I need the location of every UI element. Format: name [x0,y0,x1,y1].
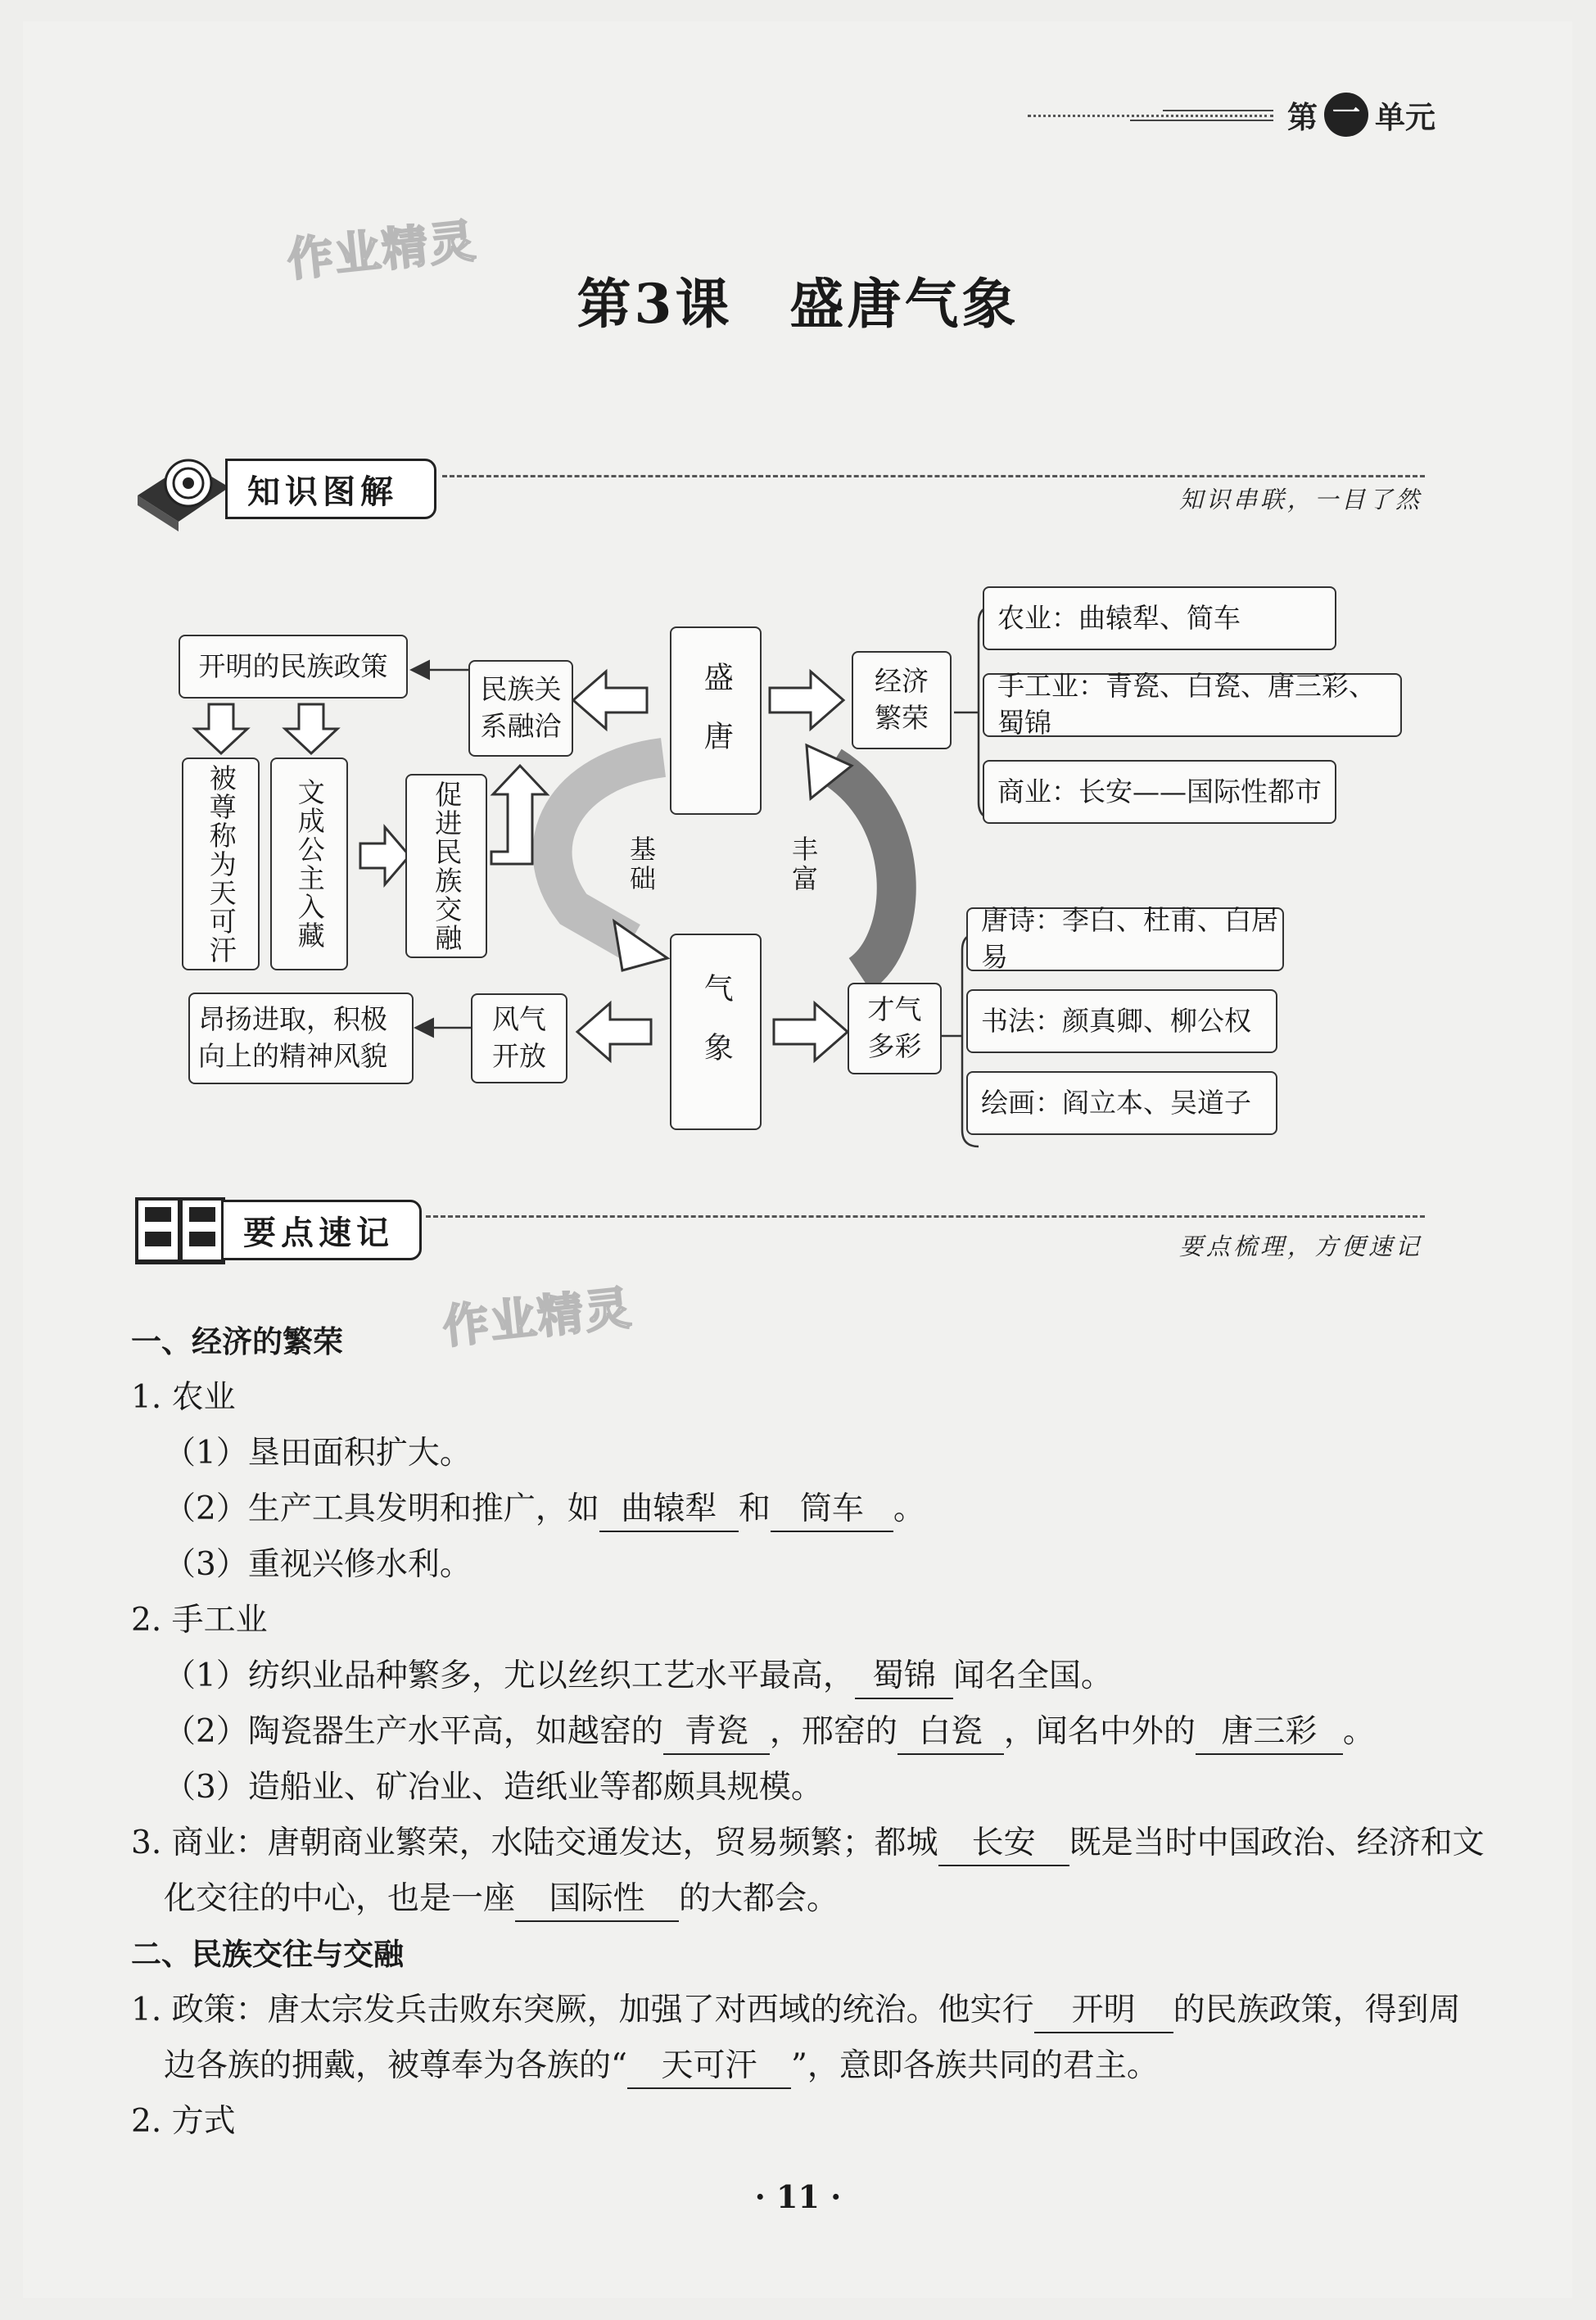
box-ethnic-policy: 开明的民族政策 [179,635,408,699]
text: 3. 商业：唐朝商业繁荣，水陆交通发达，贸易频繁；都城 [131,1825,938,1861]
answer-blank: 青瓷 [663,1711,770,1755]
text: 化交往的中心，也是一座 [164,1880,516,1917]
center-box-qixiang: 气象 [670,934,762,1130]
box-calligraphy: 书法：颜真卿、柳公权 [966,989,1277,1053]
answer-blank: 白瓷 [897,1711,1004,1755]
text: ，闻名中外的 [1003,1713,1196,1750]
text: 1. 政策：唐太宗发兵击败东突厥，加强了对西域的统治。他实行 [131,1992,1034,2028]
text: （1）纺织业品种繁多，尤以丝织工艺水平最高， [164,1657,855,1694]
section-divider [426,1215,1425,1218]
box-spirit: 昂扬进取，积极向上的精神风貌 [188,993,414,1084]
unit-suffix: 单元 [1375,100,1435,135]
page-number: · 11 · [754,2178,842,2215]
text: （2）陶瓷器生产水平高，如越窑的 [164,1713,663,1750]
answer-blank: 天可汗 [627,2045,791,2089]
box-handicraft: 手工业：青瓷、白瓷、唐三彩、蜀锦 [983,673,1402,737]
box-economy: 经济繁荣 [852,651,952,749]
answer-blank: 蜀锦 [855,1655,953,1699]
cycle-label-enrich: 丰富 [788,835,819,894]
open-book-icon [133,1194,228,1268]
heading-ethnic: 二、民族交往与交融 [131,1937,404,1972]
item-ceramics [164,1704,1375,1760]
text: 闻名全国。 [952,1657,1113,1694]
lesson-title: 第3课 盛唐气象 [576,272,1020,336]
answer-blank: 曲辕犁 [599,1488,739,1532]
box-commerce: 商业：长安——国际性都市 [983,760,1336,824]
item-farmland: （1）垦田面积扩大。 [164,1435,472,1472]
unit-number-badge: 一 [1324,93,1368,137]
box-painting: 绘画：阎立本、吴道子 [966,1071,1277,1135]
item-policy-cont [164,2038,1159,2094]
text: 的大都会。 [679,1880,839,1917]
item-handicraft: 2. 手工业 [131,1602,268,1639]
item-irrigation: （3）重视兴修水利。 [164,1546,472,1583]
box-wencheng: 文成公主入藏 [270,758,348,970]
heading-economy: 一、经济的繁荣 [131,1324,343,1359]
section-badge-diagram: 知识图解 [225,459,436,519]
answer-blank: 开明 [1034,1989,1173,2033]
cycle-label-basis: 基础 [626,835,657,894]
text: 。 [893,1490,925,1527]
box-tiankehan: 被尊称为天可汗 [182,758,260,970]
box-talent: 才气多彩 [848,983,942,1074]
center-box-shengtang: 盛唐 [670,626,762,815]
answer-blank: 长安 [938,1822,1069,1866]
item-agriculture: 1. 农业 [131,1379,236,1416]
answer-blank: 筒车 [771,1488,893,1532]
watermark: 作业精灵 [284,215,480,287]
box-agriculture: 农业：曲辕犁、简车 [983,586,1336,650]
box-relations: 民族关系融洽 [468,660,573,757]
box-promote-fusion: 促进民族交融 [405,774,487,958]
watermark: 作业精灵 [440,1282,635,1354]
box-openness: 风气开放 [471,993,567,1083]
answer-blank: 唐三彩 [1196,1711,1343,1755]
text: 。 [1342,1713,1375,1750]
item-methods: 2. 方式 [131,2103,236,2140]
item-tools [164,1481,925,1537]
text: （2）生产工具发明和推广，如 [164,1490,599,1527]
item-industries: （3）造船业、矿冶业、造纸业等都颇具规模。 [164,1769,823,1806]
unit-prefix: 第 [1287,100,1318,135]
text: 既是当时中国政治、经济和文 [1069,1825,1485,1861]
box-poetry: 唐诗：李白、杜甫、白居易 [966,907,1284,971]
section-subtitle: 知识串联，一目了然 [1179,486,1423,513]
section-badge-keypoints: 要点速记 [221,1200,422,1260]
section-subtitle: 要点梳理，方便速记 [1179,1232,1423,1260]
text: ”，意即各族共同的君主。 [790,2047,1159,2084]
text: 和 [738,1490,771,1527]
item-textile [164,1648,1113,1704]
text: ，邢窑的 [769,1713,897,1750]
item-commerce-cont [164,1871,839,1927]
item-commerce [131,1816,1485,1871]
text: 的民族政策，得到周 [1173,1992,1461,2028]
answer-blank: 国际性 [515,1878,679,1922]
item-policy [131,1983,1461,2038]
text: 边各族的拥戴，被尊奉为各族的“ [164,2047,627,2084]
